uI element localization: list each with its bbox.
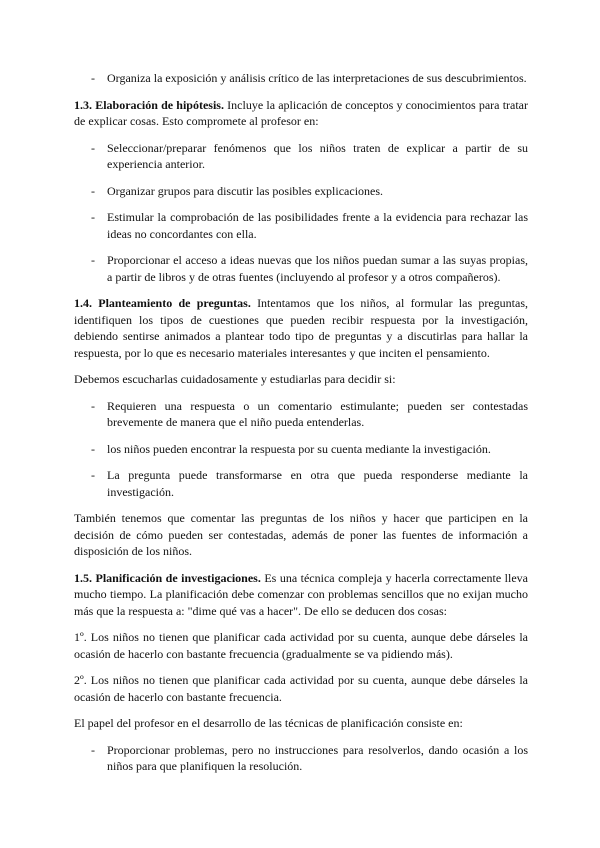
bullet-dash: - — [91, 140, 95, 155]
list-item — [91, 441, 528, 458]
list-item-text: Seleccionar/preparar fenómenos que los niños traten de explicar a partir de su experiencia anterior. — [107, 140, 528, 171]
section-heading: 1.3. Elaboración de hipótesis. — [74, 97, 224, 112]
bullet-dash: - — [91, 742, 95, 757]
section-1-4-paragraph — [74, 295, 528, 361]
bullet-dash: - — [91, 398, 95, 413]
list-item — [91, 140, 528, 173]
list-item — [91, 183, 528, 200]
bullet-dash: - — [91, 253, 95, 267]
list-item-text: Estimular la comprobación de las posibilidades frente a la evidencia para rechazar las ideas no concordantes con ella. — [107, 210, 528, 241]
bullet-dash: - — [91, 71, 95, 85]
list-item — [91, 70, 528, 87]
list-item — [91, 209, 528, 242]
bullet-dash: - — [91, 468, 95, 482]
list-item-text: La pregunta puede transformarse en otra que pueda responderse mediante la investigación. — [107, 468, 528, 499]
section-1-5-paragraph — [74, 570, 528, 620]
bullet-dash: - — [91, 210, 95, 224]
numbered-point-1: 1º. Los niños no tienen que planificar cada actividad por su cuenta, aunque debe dárseles la ocasión de hacerlo con bastante frecuencia (gradualmente se va pidiendo más). — [74, 630, 528, 661]
bullet-dash: - — [91, 441, 95, 456]
list-item-text: Requieren una respuesta o un comentario estimulante; pueden ser contestadas brevemente de manera que el niño pueda entenderlas. — [107, 398, 528, 429]
section-heading: 1.4. Planteamiento de preguntas. — [74, 296, 251, 310]
list-item-text: Proporcionar el acceso a ideas nuevas que los niños puedan sumar a las suyas propias, a partir de libros y de otras fuentes (incluyendo al profesor y a otros compañeros). — [107, 253, 528, 284]
section-text: Incluye la aplicación de conceptos y conocimientos para tratar de explicar cosas. Esto compromete al profesor en: — [74, 97, 528, 128]
list-item — [91, 398, 528, 431]
list-item — [91, 467, 528, 500]
list-item — [91, 252, 528, 285]
bullet-dash: - — [91, 183, 95, 198]
section-text: Intentamos que los niños, al formular las preguntas, identifiquen los tipos de cuestiones que pueden recibir respuesta por la investigación, debiendo sentirse animados a plantear todo tipo de preguntas y a discutirlas para hallar la respuesta, por lo que es necesario materiales interesantes y que inciten el pensamiento. — [74, 296, 529, 360]
section-heading: 1.5. Planificación de investigaciones. — [74, 570, 261, 585]
section-text: Es una técnica compleja y hacerla correctamente lleva mucho tiempo. La planificación debe comenzar con problemas sencillos que no exijan mucho más que la respuesta a: "dime qué vas a hacer". De ello se deducen dos cosas: — [74, 570, 529, 618]
list-item-text: los niños pueden encontrar la respuesta por su cuenta mediante la investigación. — [107, 441, 491, 456]
section-1-3-paragraph — [74, 97, 528, 130]
section-intro: El papel del profesor en el desarrollo de las técnicas de planificación consiste en: — [74, 716, 463, 730]
list-item-text: Organizar grupos para discutir las posibles explicaciones. — [107, 183, 384, 198]
section-closing: También tenemos que comentar las preguntas de los niños y hacer que participen en la decisión de cómo pueden ser contestadas, además de poner las fuentes de información a disposición de los niños. — [74, 511, 528, 558]
section-intro: Debemos escucharlas cuidadosamente y estudiarlas para decidir si: — [74, 372, 396, 386]
list-item — [91, 742, 528, 775]
list-item-text: Organiza la exposición y análisis crítico de las interpretaciones de sus descubrimientos. — [107, 71, 527, 85]
list-item-text: Proporcionar problemas, pero no instrucciones para resolverlos, dando ocasión a los niños para que planifiquen la resolución. — [107, 742, 528, 773]
numbered-point-2: 2º. Los niños no tienen que planificar cada actividad por su cuenta, aunque debe dárseles la ocasión de hacerlo con bastante frecuencia. — [74, 673, 528, 704]
